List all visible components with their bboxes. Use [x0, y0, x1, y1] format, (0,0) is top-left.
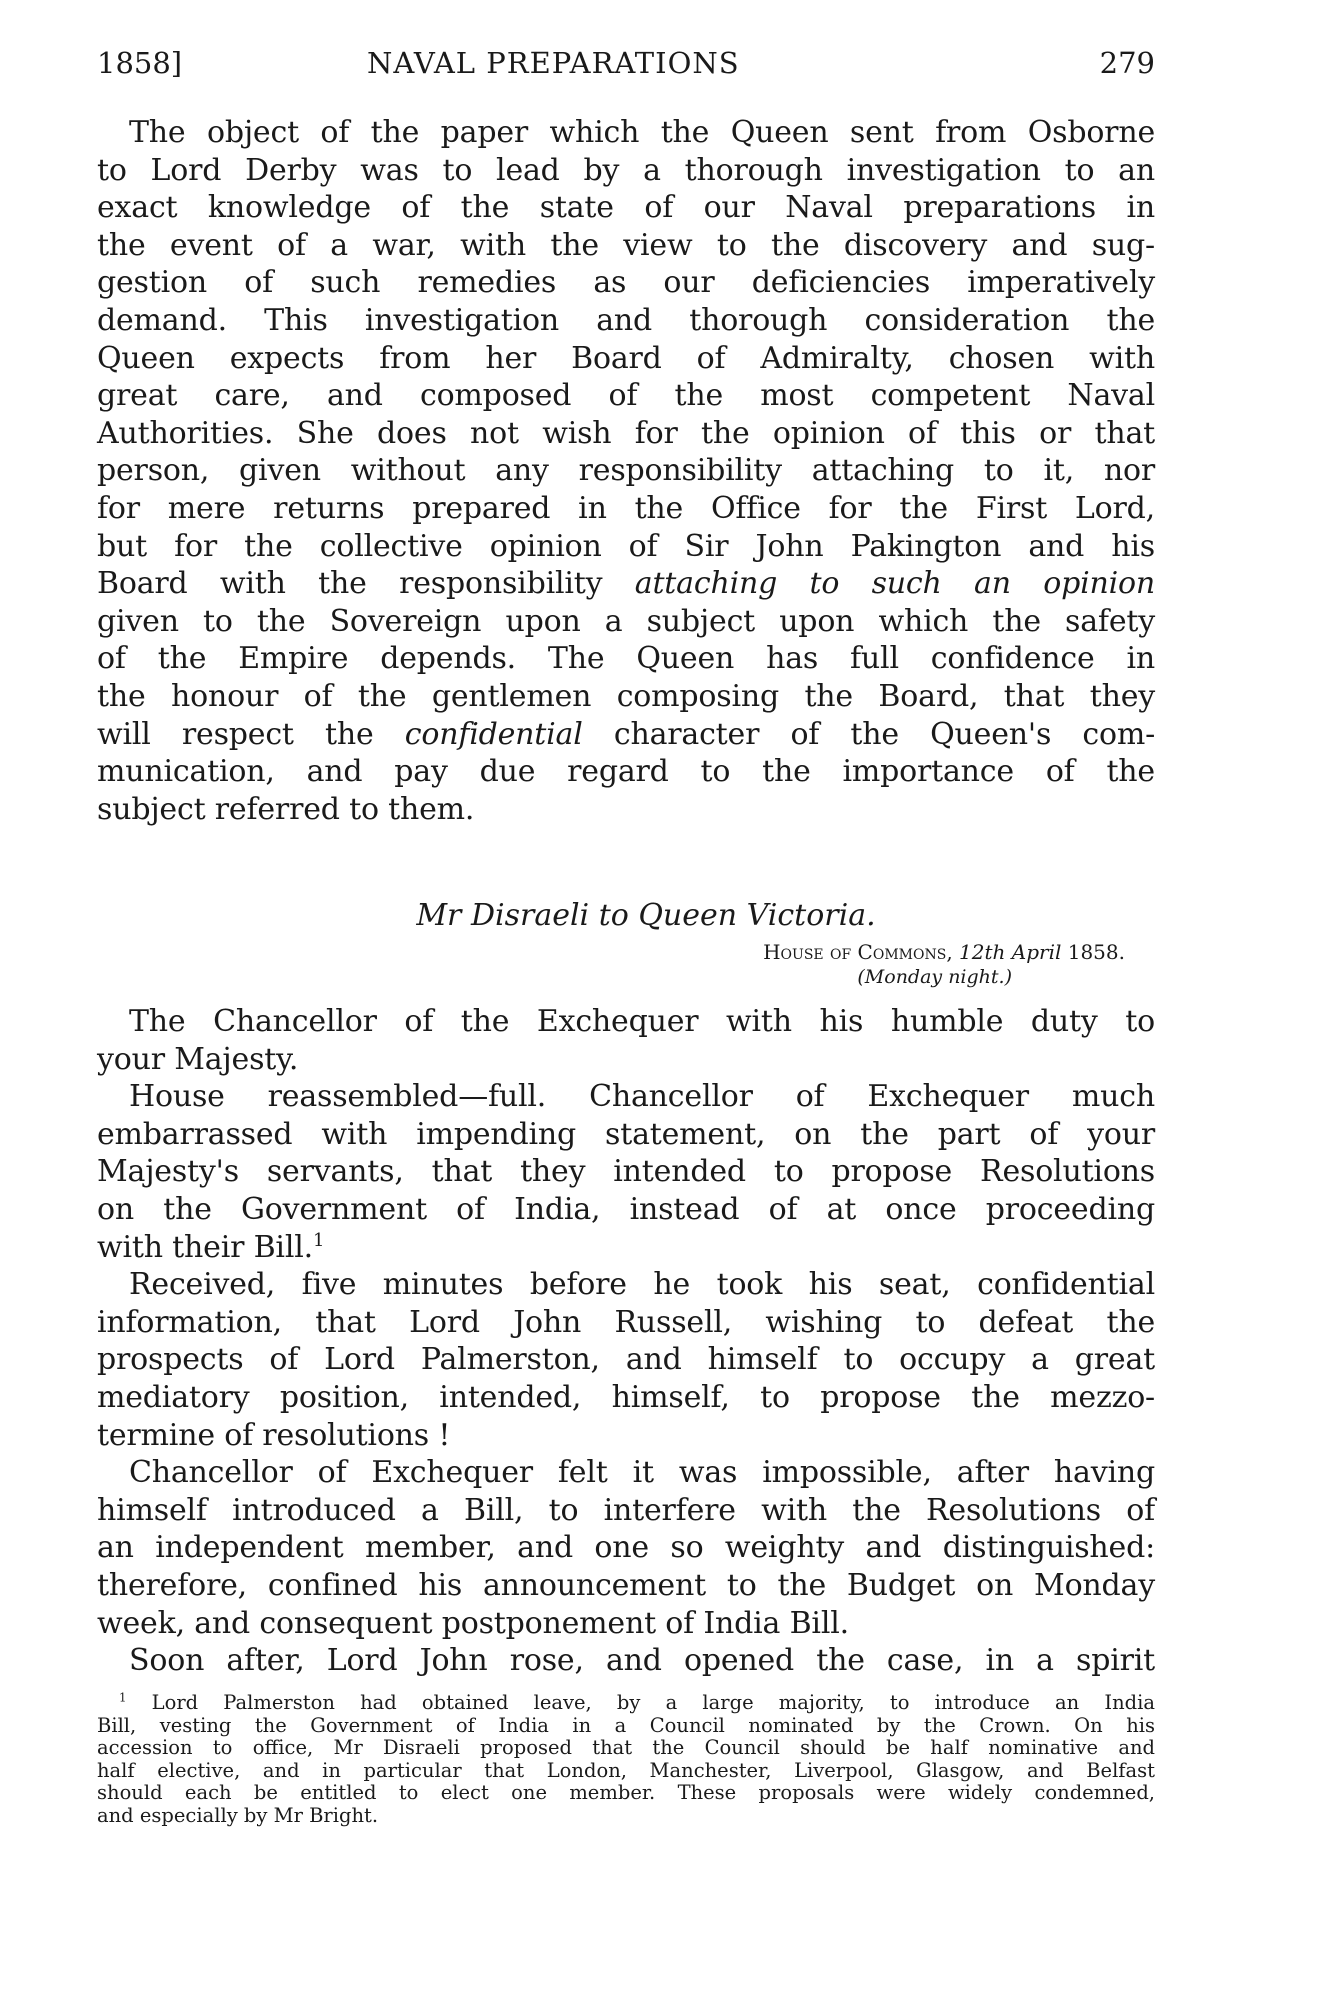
text-line: your Majesty. — [97, 1041, 299, 1077]
footnote-marker: 1 — [119, 1690, 127, 1705]
text-line: prospects of Lord Palmerston, and himself to occupy a great — [97, 1342, 1155, 1378]
dateline-day: 12th — [959, 940, 1006, 964]
footnote-line: half elective, and in particular that London, Manchester, Liverpool, Glasgow, and Belfast — [97, 1758, 1155, 1782]
letter-body — [97, 1003, 1155, 1680]
text-line: termine of resolutions ! — [97, 1417, 451, 1453]
text-line: gestion of such remedies as our deficiencies imperatively — [97, 265, 1155, 301]
text-line: Received, five minutes before he took his seat, confidential — [129, 1267, 1155, 1303]
footnote — [97, 1692, 1155, 1828]
text-line: person, given without any responsibility attaching to it, nor — [97, 453, 1155, 489]
text-line: demand. This investigation and thorough consideration the — [97, 302, 1155, 338]
text-line: given to the Sovereign upon a subject upon which the safety — [97, 603, 1155, 639]
dateline-month: April — [1011, 940, 1062, 964]
text-line: The object of the paper which the Queen sent from Osborne — [129, 115, 1155, 150]
header-title: NAVAL PREPARATIONS — [367, 46, 740, 80]
text-line: Chancellor of Exchequer felt it was impossible, after having — [129, 1455, 1155, 1491]
text-line: The Chancellor of the Exchequer with his humble duty to — [129, 1004, 1155, 1039]
text-line: week, and consequent postponement of India Bill. — [97, 1605, 849, 1641]
text-line: on the Government of India, instead of at once proceeding — [97, 1191, 1155, 1227]
text-line: great care, and composed of the most competent Naval — [97, 378, 1155, 414]
text-line: munication, and pay due regard to the importance of the — [97, 754, 1155, 790]
footnote-line: accession to office, Mr Disraeli proposed that the Council should be half nominative and — [97, 1736, 1155, 1760]
text-line: to Lord Derby was to lead by a thorough investigation to an — [97, 152, 1155, 188]
text-line: exact knowledge of the state of our Naval preparations in — [97, 190, 1155, 226]
text-line: with their Bill.$^1$ — [97, 1229, 325, 1265]
footnote-line: should each be entitled to elect one member. These proposals were widely condemned, — [97, 1781, 1155, 1805]
dateline-year: 1858. — [1067, 940, 1125, 964]
running-header — [97, 46, 1155, 90]
text-line: House reassembled—full. Chancellor of Exchequer much — [129, 1079, 1155, 1115]
footnote-line: $^1$ Lord Palmerston had obtained leave, by a large majority, to introduce an India — [119, 1690, 1155, 1714]
text-line: therefore, confined his announcement to the Budget on Monday — [97, 1567, 1155, 1603]
italic-phrase: confidential — [404, 716, 583, 752]
page-number: 279 — [1099, 46, 1155, 80]
text-line: Queen expects from her Board of Admiralty, chosen with — [97, 340, 1155, 376]
text-line: mediatory position, intended, himself, to propose the mezzo- — [97, 1379, 1155, 1415]
text-line: information, that Lord John Russell, wishing to defeat the — [97, 1304, 1155, 1340]
footnote-reference[interactable]: 1 — [312, 1229, 325, 1251]
text-line: for mere returns prepared in the Office for the First Lord, — [97, 490, 1155, 526]
text-line: will respect the confidential character of the Queen's com- — [97, 716, 1156, 752]
text-line: embarrassed with impending statement, on the part of your — [97, 1116, 1155, 1152]
text-line: subject referred to them. — [97, 791, 475, 827]
text-line: the event of a war, with the view to the discovery and sug- — [97, 227, 1155, 263]
dateline-place: House of Commons, — [763, 940, 953, 964]
header-year: 1858] — [97, 46, 183, 80]
letter-heading: Mr Disraeli to Queen Victoria. — [416, 898, 876, 933]
footnote-line: Bill, vesting the Government of India in a Council nominated by the Crown. On his — [97, 1713, 1155, 1737]
text-line: himself introduced a Bill, to interfere with the Resolutions of — [97, 1492, 1155, 1528]
text-line: Majesty's servants, that they intended to propose Resolutions — [97, 1154, 1155, 1190]
paragraph-naval-preparations — [97, 114, 1155, 828]
text-line: an independent member, and one so weighty and distinguished: — [97, 1530, 1155, 1566]
italic-phrase: attaching to such an opinion — [634, 566, 1155, 602]
text-line: of the Empire depends. The Queen has full confidence in — [97, 641, 1155, 677]
text-line: Soon after, Lord John rose, and opened the case, in a spirit — [129, 1643, 1155, 1679]
footnote-line: and especially by Mr Bright. — [97, 1803, 379, 1827]
letter-dateline — [763, 940, 1125, 964]
text-line: Authorities. She does not wish for the opinion of this or that — [97, 415, 1155, 451]
text-line: Board with the responsibility attaching to such an opinion — [97, 566, 1155, 602]
text-line: the honour of the gentlemen composing the Board, that they — [97, 678, 1155, 714]
text-line: but for the collective opinion of Sir John Pakington and his — [97, 528, 1155, 564]
dateline-note: (Monday night.) — [857, 966, 1012, 988]
